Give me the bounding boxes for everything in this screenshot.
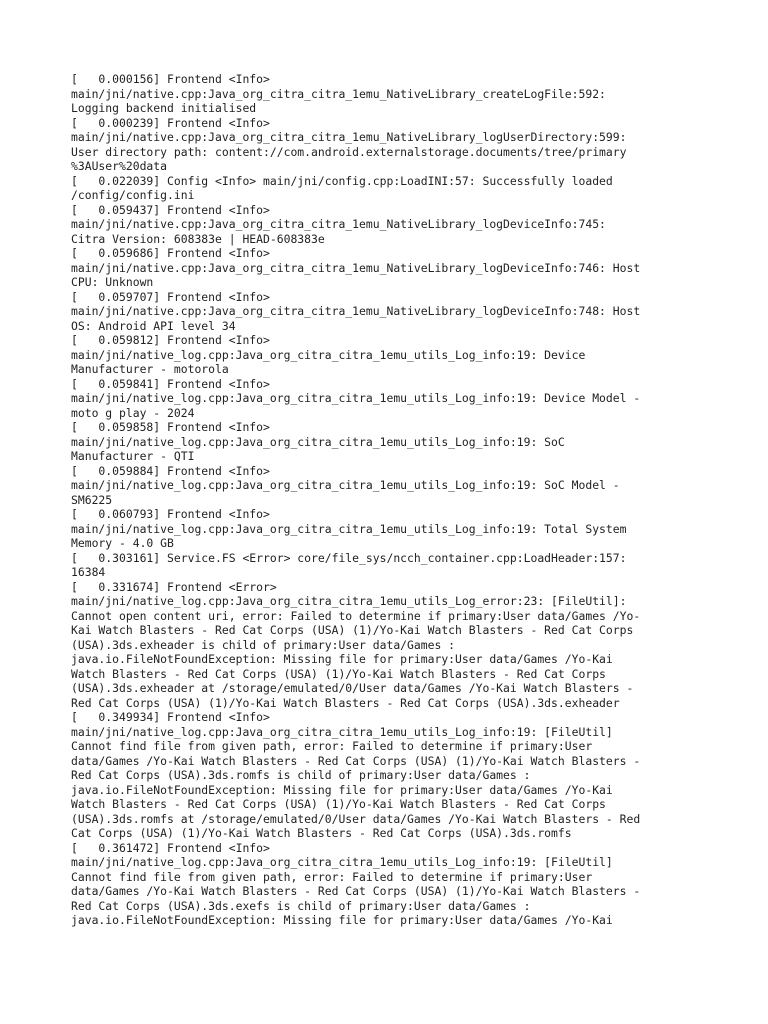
log-line: main/jni/native_log.cpp:Java_org_citra_citra_1emu_utils_Log_info:19: Device (71, 347, 586, 362)
log-line: Citra Version: 608383e | HEAD-608383e (71, 231, 325, 246)
log-line: java.io.FileNotFoundException: Missing file for primary:User data/Games /Yo-Kai (71, 652, 613, 666)
log-line: Manufacturer - QTI (71, 449, 195, 463)
log-line: [ 0.349934] Frontend <Info> (71, 710, 270, 724)
log-line: Watch Blasters - Red Cat Corps (USA) (1)/Yo-Kai Watch Blasters - Red Cat Corps (71, 666, 606, 681)
log-line: [ 0.000239] Frontend <Info> (71, 115, 270, 130)
log-line: main/jni/native_log.cpp:Java_org_citra_citra_1emu_utils_Log_info:19: SoC Model - (71, 478, 620, 492)
log-line: [ 0.331674] Frontend <Error> (71, 579, 277, 594)
log-line: (USA).3ds.exheader at /storage/emulated/0/User data/Games /Yo-Kai Watch Blasters - (71, 681, 634, 695)
log-line: main/jni/native.cpp:Java_org_citra_citra_1emu_NativeLibrary_logUserDirectory:599: (71, 130, 627, 144)
log-line: Kai Watch Blasters - Red Cat Corps (USA) (1)/Yo-Kai Watch Blasters - Red Cat Corps (71, 623, 634, 637)
log-line: Logging backend initialised (71, 101, 257, 115)
log-line: [ 0.059437] Frontend <Info> (71, 202, 270, 217)
log-line: main/jni/native_log.cpp:Java_org_citra_citra_1emu_utils_Log_info:19: [FileUtil] (71, 855, 613, 869)
log-line: [ 0.059884] Frontend <Info> (71, 463, 270, 478)
log-line: main/jni/native.cpp:Java_org_citra_citra_1emu_NativeLibrary_logDeviceInfo:746: Host (71, 260, 641, 275)
log-line: [ 0.059686] Frontend <Info> (71, 246, 270, 260)
log-line: [ 0.060793] Frontend <Info> (71, 507, 270, 521)
log-line: java.io.FileNotFoundException: Missing file for primary:User data/Games /Yo-Kai (71, 782, 613, 797)
log-line: data/Games /Yo-Kai Watch Blasters - Red Cat Corps (USA) (1)/Yo-Kai Watch Blasters - (71, 753, 641, 768)
log-text-body (71, 72, 711, 928)
log-line: main/jni/native.cpp:Java_org_citra_citra_1emu_NativeLibrary_createLogFile:592: (71, 86, 606, 101)
log-line: Memory - 4.0 GB (71, 536, 174, 550)
log-line: main/jni/native_log.cpp:Java_org_citra_citra_1emu_utils_Log_error:23: [FileUtil]: (71, 594, 627, 608)
log-line: [ 0.059812] Frontend <Info> (71, 333, 270, 347)
log-line: User directory path: content://com.android.externalstorage.documents/tree/primary (71, 144, 627, 159)
log-line: [ 0.059858] Frontend <Info> (71, 420, 270, 434)
log-line: Cat Corps (USA) (1)/Yo-Kai Watch Blasters - Red Cat Corps (USA).3ds.romfs (71, 826, 572, 840)
log-line: [ 0.022039] Config <Info> main/jni/config.cpp:LoadINI:57: Successfully loaded (71, 173, 613, 188)
log-line: [ 0.303161] Service.FS <Error> core/file_sys/ncch_container.cpp:LoadHeader:157: (71, 550, 627, 565)
log-line: main/jni/native_log.cpp:Java_org_citra_citra_1emu_utils_Log_info:19: Total System (71, 521, 627, 536)
log-line: /config/config.ini (71, 188, 195, 202)
log-line: main/jni/native_log.cpp:Java_org_citra_citra_1emu_utils_Log_info:19: Device Model - (71, 391, 641, 405)
log-line: moto g play - 2024 (71, 405, 195, 420)
log-line: Red Cat Corps (USA).3ds.romfs is child of primary:User data/Games : (71, 768, 531, 782)
log-line: (USA).3ds.romfs at /storage/emulated/0/User data/Games /Yo-Kai Watch Blasters - Red (71, 811, 641, 826)
log-line: Cannot find file from given path, error: Failed to determine if primary:User (71, 869, 593, 884)
log-line: Watch Blasters - Red Cat Corps (USA) (1)/Yo-Kai Watch Blasters - Red Cat Corps (71, 797, 606, 811)
log-line: %3AUser%20data (71, 159, 168, 173)
log-line: main/jni/native_log.cpp:Java_org_citra_citra_1emu_utils_Log_info:19: SoC (71, 434, 565, 449)
log-line: main/jni/native_log.cpp:Java_org_citra_citra_1emu_utils_Log_info:19: [FileUtil] (71, 724, 613, 739)
log-line: main/jni/native.cpp:Java_org_citra_citra_1emu_NativeLibrary_logDeviceInfo:748: Host (71, 304, 641, 318)
log-line: OS: Android API level 34 (71, 318, 236, 333)
log-line: main/jni/native.cpp:Java_org_citra_citra_1emu_NativeLibrary_logDeviceInfo:745: (71, 217, 606, 231)
log-line: [ 0.361472] Frontend <Info> (71, 840, 270, 855)
log-line: [ 0.059841] Frontend <Info> (71, 376, 270, 391)
log-line: Red Cat Corps (USA) (1)/Yo-Kai Watch Blasters - Red Cat Corps (USA).3ds.exheader (71, 695, 620, 710)
log-line: [ 0.059707] Frontend <Info> (71, 289, 270, 304)
log-line: Manufacturer - motorola (71, 362, 229, 376)
log-line: Cannot find file from given path, error: Failed to determine if primary:User (71, 739, 593, 753)
log-line: 16384 (71, 565, 106, 579)
log-line: (USA).3ds.exheader is child of primary:User data/Games : (71, 637, 456, 652)
log-line: CPU: Unknown (71, 275, 154, 289)
log-line: data/Games /Yo-Kai Watch Blasters - Red Cat Corps (USA) (1)/Yo-Kai Watch Blasters - (71, 884, 641, 898)
log-line: java.io.FileNotFoundException: Missing file for primary:User data/Games /Yo-Kai (71, 913, 613, 927)
log-line: Red Cat Corps (USA).3ds.exefs is child of primary:User data/Games : (71, 898, 531, 913)
log-line: [ 0.000156] Frontend <Info> (71, 72, 270, 86)
log-line: Cannot open content uri, error: Failed to determine if primary:User data/Games /Yo- (71, 608, 641, 623)
log-line: SM6225 (71, 492, 113, 507)
